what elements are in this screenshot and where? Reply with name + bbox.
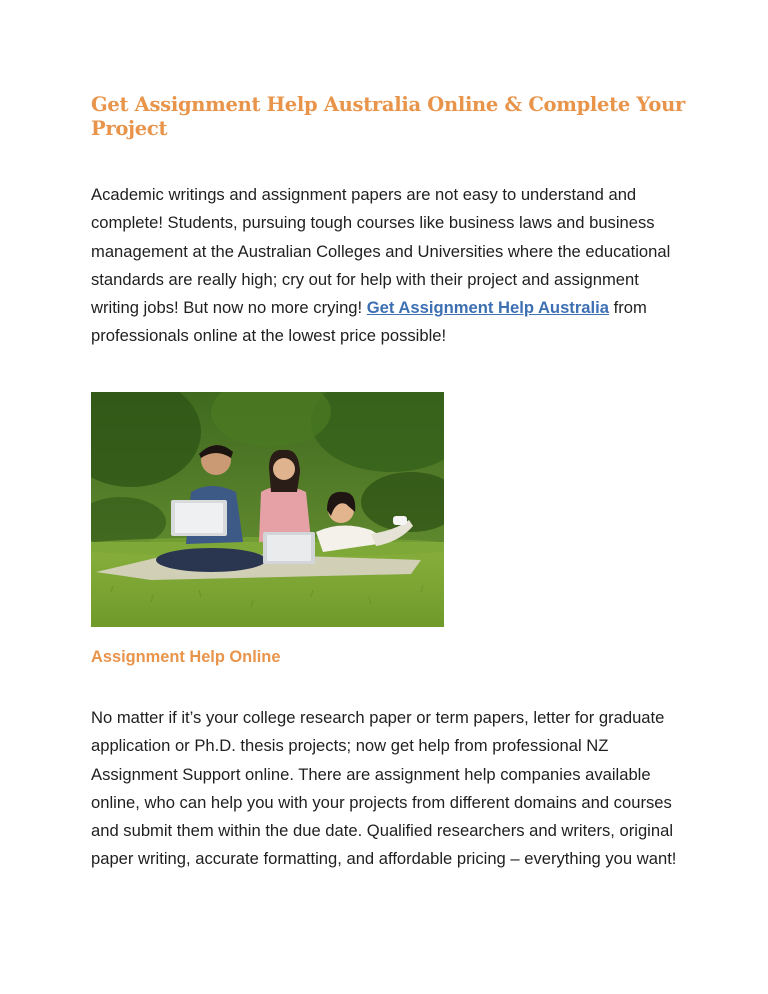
section-heading: Assignment Help Online [91, 648, 281, 666]
section-paragraph: No matter if it’s your college research paper or term papers, letter for graduate application or Ph.D. thesis projects; now get help from professional NZ Assignment Support online. There are assignment help companies available online, who can help you with your projects from different domains and courses and submit them within the due date. Qualified researchers and writers, original paper writing, accurate formatting, and affordable pricing – everything you want! [91, 708, 677, 869]
intro-paragraph [91, 181, 691, 351]
intro-text-before-link: Academic writings and assignment papers are not easy to understand and complete! Students, pursuing tough courses like business laws and business management at the Australian Colleges and Universities where the educational standards are really high; cry out for help with their project and assignment writing jobs! But now no more crying! [91, 185, 671, 318]
intro-text-after-link: from professionals online at the lowest price possible! [91, 298, 647, 346]
students-photo [91, 392, 444, 627]
assignment-help-australia-link[interactable]: Get Assignment Help Australia [366, 298, 609, 318]
page-title: Get Assignment Help Australia Online & Complete Your Project [91, 93, 685, 140]
